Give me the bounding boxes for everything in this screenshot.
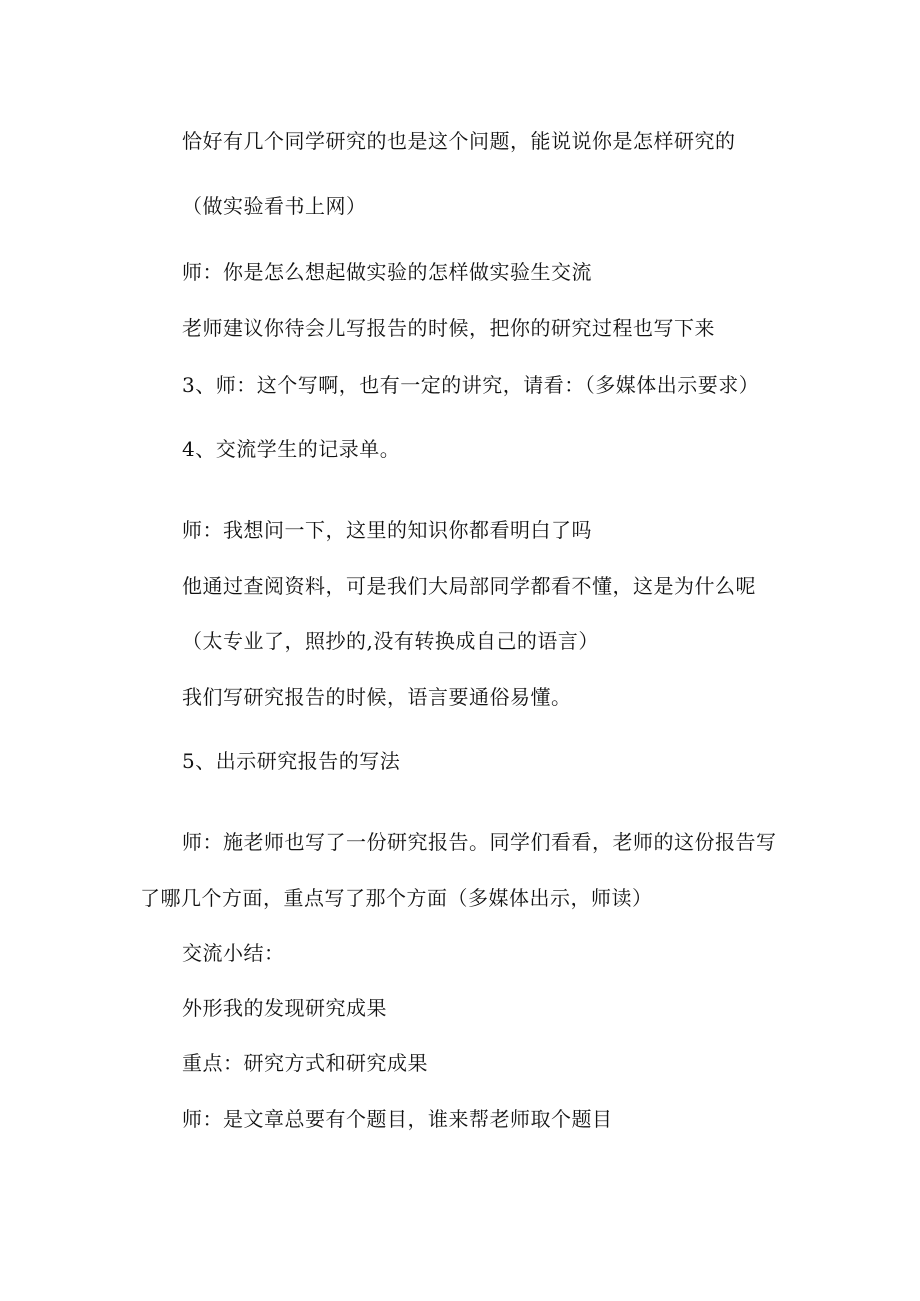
- text-line-10: 我们写研究报告的时候，语言要通俗易懂。: [182, 685, 572, 709]
- text-line-15: 外形我的发现研究成果: [182, 996, 387, 1020]
- text-line-9: （太专业了，照抄的,没有转换成自己的语言）: [182, 629, 599, 653]
- text-line-16: 重点：研究方式和研究成果: [182, 1051, 428, 1075]
- text-line-4: 老师建议你待会儿写报告的时候，把你的研究过程也写下来: [182, 316, 715, 340]
- text-line-8: 他通过查阅资料，可是我们大局部同学都看不懂，这是为什么呢: [182, 574, 756, 598]
- text-line-11: 5、出示研究报告的写法: [182, 749, 401, 773]
- text-line-5: 3、师：这个写啊，也有一定的讲究，请看：（多媒体出示要求）: [182, 373, 760, 397]
- text-line-6: 4、交流学生的记录单。: [182, 437, 401, 461]
- text-line-12: 师：施老师也写了一份研究报告。同学们看看，老师的这份报告写: [182, 830, 777, 854]
- text-line-1: 恰好有几个同学研究的也是这个问题，能说说你是怎样研究的: [182, 129, 736, 153]
- text-line-13: 了哪几个方面，重点写了那个方面（多媒体出示，师读）: [140, 886, 653, 910]
- text-line-3: 师：你是怎么想起做实验的怎样做实验生交流: [182, 260, 592, 284]
- text-line-14: 交流小结：: [182, 941, 285, 965]
- text-line-2: （做实验看书上网）: [182, 194, 367, 218]
- text-line-7: 师：我想问一下，这里的知识你都看明白了吗: [182, 518, 592, 542]
- text-line-17: 师：是文章总要有个题目，谁来帮老师取个题目: [182, 1107, 613, 1131]
